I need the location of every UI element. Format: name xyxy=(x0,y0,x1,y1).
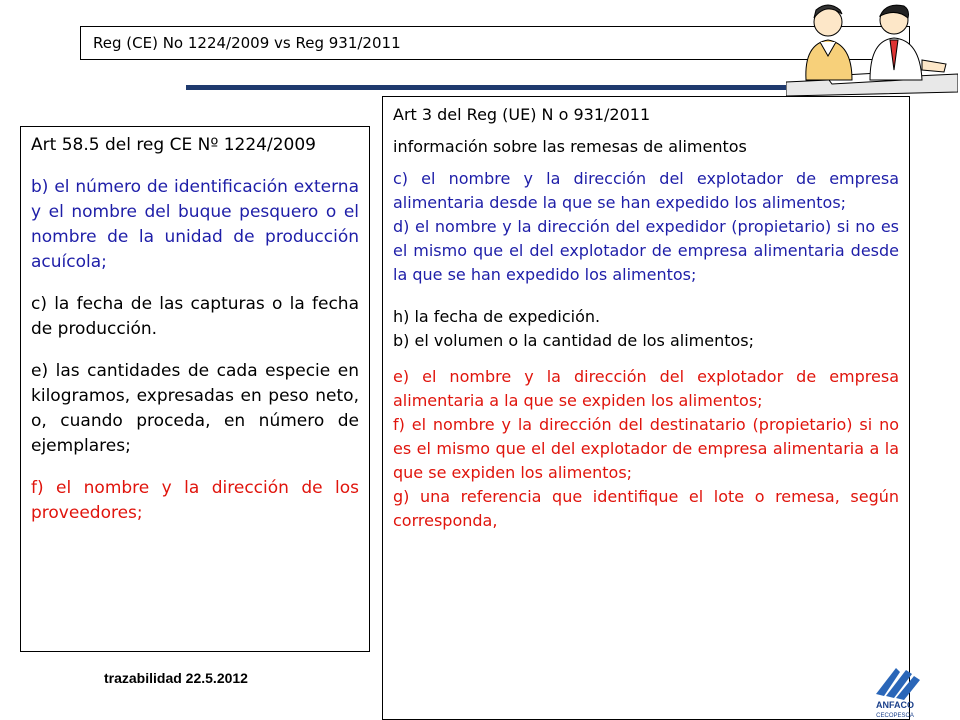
left-item-f: f) el nombre y la dirección de los proveedores; xyxy=(31,478,359,523)
divider-rule xyxy=(186,85,794,90)
right-item-g: g) una referencia que identifique el lote o remesa, según corresponda, xyxy=(393,487,899,530)
right-item-f: f) el nombre y la dirección del destinatario (propietario) si no es el mismo que el del explotador de empresa alimentaria a la que se expiden los alimentos; xyxy=(393,415,899,482)
right-subheading: información sobre las remesas de alimentos xyxy=(393,137,747,156)
people-clipart xyxy=(786,0,958,96)
regulation-1224-panel xyxy=(20,126,370,652)
footer-date: trazabilidad 22.5.2012 xyxy=(104,670,248,686)
left-heading: Art 58.5 del reg CE Nº 1224/2009 xyxy=(31,135,316,155)
left-item-c: c) la fecha de las capturas o la fecha de producción. xyxy=(31,294,359,339)
logo-name: ANFACO xyxy=(876,700,914,710)
right-item-e: e) el nombre y la dirección del explotador de empresa alimentaria a la que se expiden los alimentos; xyxy=(393,367,899,410)
anfaco-logo xyxy=(866,664,924,720)
slide-title: Reg (CE) No 1224/2009 vs Reg 931/2011 xyxy=(80,26,910,60)
regulation-931-panel xyxy=(382,96,910,720)
right-heading: Art 3 del Reg (UE) N o 931/2011 xyxy=(393,105,651,124)
right-item-c: c) el nombre y la dirección del explotador de empresa alimentaria desde la que se han expedido los alimentos; xyxy=(393,169,899,212)
right-item-h: h) la fecha de expedición. xyxy=(393,307,601,326)
left-item-b: b) el número de identificación externa y el nombre del buque pesquero o el nombre de la unidad de producción acuícola; xyxy=(31,177,359,272)
right-item-d: d) el nombre y la dirección del expedidor (propietario) si no es el mismo que el del explotador de empresa alimentaria desde la que se han expedido los alimentos; xyxy=(393,217,899,284)
right-item-b: b) el volumen o la cantidad de los alimentos; xyxy=(393,331,755,350)
logo-subtitle: CECOPESCA xyxy=(876,713,914,719)
left-item-e: e) las cantidades de cada especie en kilogramos, expresadas en peso neto, o, cuando proceda, en número de ejemplares; xyxy=(31,361,359,456)
